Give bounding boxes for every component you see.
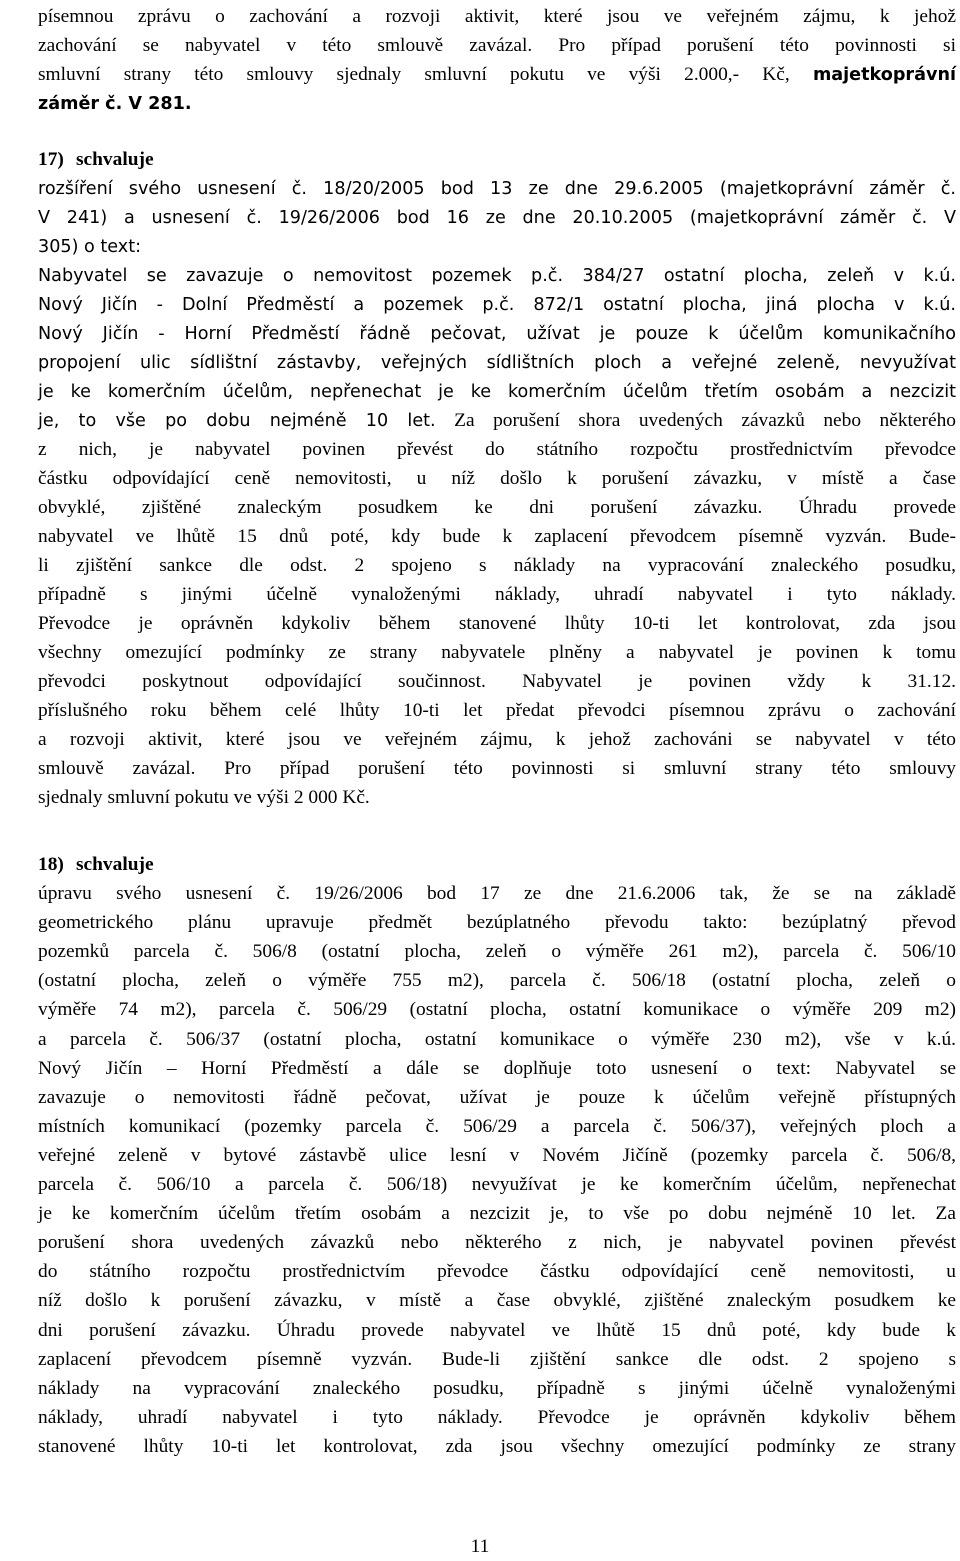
paragraph-line (38, 2, 956, 32)
paragraph-line (38, 89, 956, 119)
text-run: pozemků parcela č. 506/8 (ostatní plocha, zeleň o výměře 261 m2), parcela č. 506/10 (38, 941, 956, 963)
text-run: převodci poskytnout odpovídající součinnost. Nabyvatel je povinen vždy k 31.12. (38, 671, 956, 692)
paragraph-line (38, 290, 956, 320)
paragraph-line (38, 493, 956, 523)
text-run: porušení shora uvedených závazků nebo některého z nich, je nabyvatel povinen převést (38, 1232, 956, 1254)
text-run: a parcela č. 506/37 (ostatní plocha, ostatní komunikace o výměře 230 m2), vše v k.ú. (38, 1028, 956, 1050)
text-run: li zjištění sankce dle odst. 2 spojeno s náklady na vypracování znaleckého posudku, (38, 555, 956, 576)
text-run: obvyklé, zjištěné znaleckým posudkem ke dni porušení závazku. Úhradu provede (38, 497, 956, 518)
text-run: 305) o text: (38, 237, 142, 257)
text-run: úpravu svého usnesení č. 19/26/2006 bod 17 ze dne 21.6.2006 tak, že se na základě (38, 883, 956, 904)
text-run: smlouvě zavázal. Pro případ porušení této povinnosti si smluvní strany této smlouvy (38, 758, 956, 779)
paragraph-line (38, 377, 956, 407)
text-run: Převodce je oprávněn kdykoliv během stanovené lhůty 10-ti let kontrolovat, zda jsou (38, 613, 956, 634)
page-number: 11 (470, 1536, 490, 1557)
paragraph-line (38, 60, 956, 90)
paragraph-line (38, 995, 956, 1025)
paragraph-line (38, 319, 956, 349)
paragraph-line (38, 261, 956, 291)
paragraph-line (38, 522, 956, 552)
text-run: geometrického plánu upravuje předmět bezúplatného převodu takto: bezúplatný převod (38, 912, 956, 934)
text-run: dni porušení závazku. Úhradu provede nabyvatel ve lhůtě 15 dnů poté, kdy bude k (38, 1319, 956, 1341)
text-run: Nový Jičín - Dolní Předměstí a pozemek p.č. 872/1 ostatní plocha, jiná plocha v k.ú. (38, 295, 956, 315)
text-run: Nový Jičín – Horní Předměstí a dále se doplňuje toto usnesení o text: Nabyvatel se (38, 1057, 956, 1079)
text-run: je ke komerčním účelům, nepřenechat je ke komerčním účelům třetím osobám a nezcizit (38, 382, 956, 402)
paragraph-line (38, 696, 956, 726)
text-run: stanovené lhůty 10-ti let kontrolovat, zda jsou všechny omezující podmínky ze strany (38, 1435, 956, 1457)
paragraph-line (38, 725, 956, 755)
paragraph-line (38, 232, 956, 262)
paragraph-line (38, 1403, 956, 1433)
text-run: je, to vše po dobu nejméně 10 let. (38, 411, 436, 431)
text-run: zachování se nabyvatel v této smlouvě zavázal. Pro případ porušení této povinnosti si (38, 35, 956, 56)
paragraph-line (38, 638, 956, 668)
paragraph-line (38, 783, 956, 813)
item-18-heading (38, 850, 154, 880)
paragraph-line (38, 1257, 956, 1287)
paragraph-line (38, 1112, 956, 1142)
paragraph-line (38, 908, 956, 938)
paragraph-line (38, 435, 956, 465)
text-run: případně s jinými účelně vynaloženými náklady, uhradí nabyvatel i tyto náklady. (38, 584, 956, 605)
text-run: veřejné zeleně v bytové zástavbě ulice lesní v Novém Jičíně (pozemky parcela č. 506/8, (38, 1144, 956, 1166)
paragraph-line (38, 754, 956, 784)
text-run: výměře 74 m2), parcela č. 506/29 (ostatní plocha, ostatní komunikace o výměře 209 m2) (38, 999, 956, 1021)
text-run: (ostatní plocha, zeleň o výměře 755 m2), parcela č. 506/18 (ostatní plocha, zeleň o (38, 970, 956, 992)
paragraph-line (38, 667, 956, 697)
paragraph-line (38, 464, 956, 494)
text-run: V 241) a usnesení č. 19/26/2006 bod 16 ze dne 20.10.2005 (majetkoprávní záměr č. V (38, 208, 956, 228)
paragraph-line (38, 1432, 956, 1462)
text-run: níž došlo k porušení závazku, v místě a čase obvyklé, zjištěné znaleckým posudkem ke (38, 1290, 956, 1312)
item-number: 18) (38, 854, 64, 875)
text-run: sjednaly smluvní pokutu ve výši 2 000 Kč. (38, 787, 370, 808)
text-run: Za porušení shora uvedených závazků nebo některého (435, 410, 956, 431)
paragraph-line (38, 609, 956, 639)
paragraph-line (38, 551, 956, 581)
text-run: náklady na vypracování znaleckého posudku, případně s jinými účelně vynaloženými (38, 1377, 956, 1399)
paragraph-line (38, 1170, 956, 1200)
paragraph-line (38, 174, 956, 204)
text-run: písemnou zprávu o zachování a rozvoji aktivit, které jsou ve veřejném zájmu, k jehož (38, 6, 956, 27)
bold-text-run: majetkoprávní (812, 65, 956, 85)
text-run: parcela č. 506/10 a parcela č. 506/18) nevyužívat je ke komerčním účelům, nepřenechat (38, 1174, 956, 1195)
paragraph-line (38, 203, 956, 233)
text-run: Nabyvatel se zavazuje o nemovitost pozemek p.č. 384/27 ostatní plocha, zeleň v k.ú. (38, 266, 956, 286)
text-run: do státního rozpočtu prostřednictvím převodce částku odpovídající ceně nemovitosti, u (38, 1261, 956, 1283)
text-run: rozšíření svého usnesení č. 18/20/2005 bod 13 ze dne 29.6.2005 (majetkoprávní záměr č. (38, 179, 956, 199)
text-run: Nový Jičín - Horní Předměstí řádně pečovat, užívat je pouze k účelům komunikačního (38, 324, 956, 344)
paragraph-line (38, 879, 956, 909)
text-run: nabyvatel ve lhůtě 15 dnů poté, kdy bude k zaplacení převodcem písemně vyzván. Bude- (38, 526, 956, 547)
paragraph-line (38, 580, 956, 610)
text-run: a rozvoji aktivit, které jsou ve veřejném zájmu, k jehož zachováni se nabyvatel v této (38, 729, 956, 750)
text-run: příslušného roku během celé lhůty 10-ti let předat převodci písemnou zprávu o zachování (38, 700, 956, 721)
text-run: smluvní strany této smlouvy sjednaly smluvní pokutu ve výši 2.000,- Kč, (38, 64, 813, 85)
item-number: 17) (38, 149, 64, 170)
paragraph-line (38, 1083, 956, 1113)
paragraph-line (38, 31, 956, 61)
text-run: je ke komerčním účelům třetím osobám a nezcizit je, to vše po dobu nejméně 10 let. Za (38, 1203, 956, 1225)
paragraph-line (38, 348, 956, 378)
item-keyword: schvaluje (76, 149, 154, 170)
paragraph-line (38, 1199, 956, 1229)
text-run: propojení ulic sídlištní zástavby, veřejných sídlištních ploch a veřejné zeleně, nevyužívat (38, 353, 956, 373)
bold-text-run: záměr č. V 281. (38, 94, 192, 114)
paragraph-line (38, 1228, 956, 1258)
text-run: z nich, je nabyvatel povinen převést do státního rozpočtu prostřednictvím převodce (38, 439, 956, 460)
paragraph-line (38, 1374, 956, 1404)
item-17-heading (38, 145, 154, 175)
paragraph-line (38, 1025, 956, 1055)
text-run: všechny omezující podmínky ze strany nabyvatele plněny a nabyvatel je povinen k tomu (38, 642, 956, 663)
text-run: náklady, uhradí nabyvatel i tyto náklady. Převodce je oprávněn kdykoliv během (38, 1406, 956, 1428)
paragraph-line (38, 937, 956, 967)
text-run: částku odpovídající ceně nemovitosti, u níž došlo k porušení závazku, v místě a čase (38, 468, 956, 489)
paragraph-line (38, 1286, 956, 1316)
text-run: zavazuje o nemovitosti řádně pečovat, užívat je pouze k účelům veřejně přístupných (38, 1086, 956, 1108)
item-keyword: schvaluje (76, 854, 154, 875)
text-run: místních komunikací (pozemky parcela č. 506/29 a parcela č. 506/37), veřejných ploch a (38, 1115, 956, 1137)
paragraph-line (38, 1345, 956, 1375)
paragraph-line (38, 406, 956, 436)
paragraph-line (38, 1316, 956, 1346)
text-run: zaplacení převodcem písemně vyzván. Bude-li zjištění sankce dle odst. 2 spojeno s (38, 1348, 956, 1370)
paragraph-line (38, 1054, 956, 1084)
paragraph-line (38, 1141, 956, 1171)
paragraph-line (38, 966, 956, 996)
